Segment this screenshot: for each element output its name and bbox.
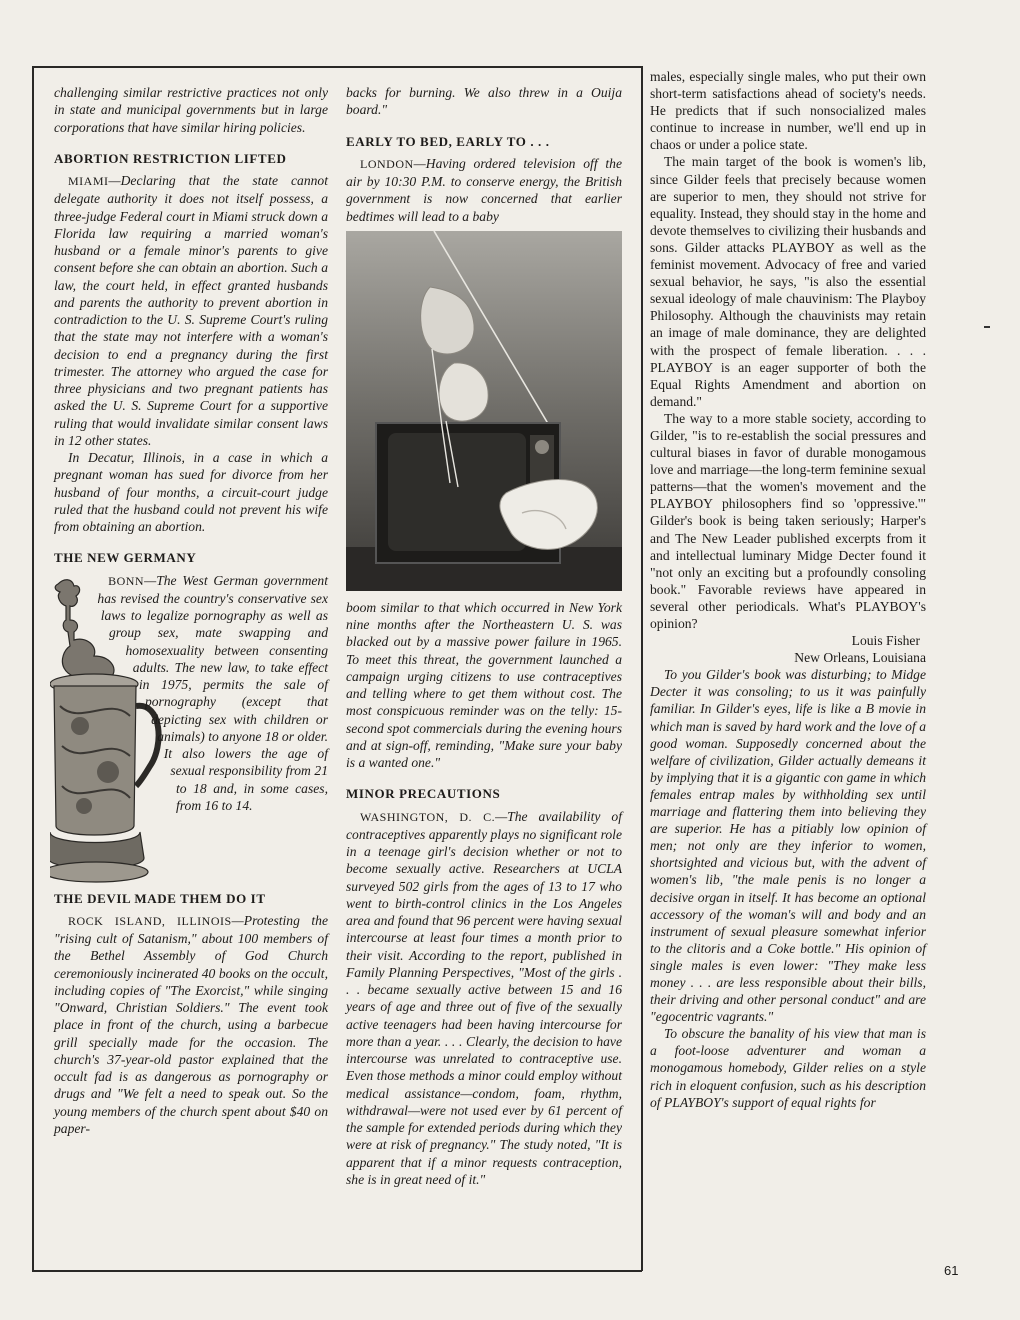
tv-lingerie-photo [346,231,622,591]
letter-paragraph-3: The way to a more stable society, according to Gilder, "is to re-establish the social pressures and cultural biases in favor of durable monogamous love and marriage—the long-term feminine sexual patterns—that the women's movement and the PLAYBOY philosophers find so 'oppressive.'" Gilder's book is being taken seriously; Harper's and The New Leader published excerpts from it and intellectual luminary Midge Decter found it "not only an exciting but a profoundly consoling book." Favorable reviews have appeared in several other periodicals. What's PLAYBOY's opinion? [650,410,926,631]
devil-body: —Protesting the "rising cult of Satanism," about 100 members of the Bethel Assembly of God Church ceremoniously incinerated 40 books on the occult, including copies of "The Exorcist," while singing "Onward, Christian Soldiers." The event took place in front of the church, using a barbecue grill specially made for the occasion. The church's 37-year-old pastor explained that the occult fad is as dangerous as pornography or drugs and "We felt a need to speak out. So the young members of the church spent about $40 on paper- [54,912,328,1136]
box-rule-bottom [32,1270,642,1272]
box-rule-top [32,66,642,68]
germany-dateline: BONN [108,573,145,588]
devil-dateline: ROCK ISLAND, ILLINOIS [68,913,232,928]
page-number: 61 [944,1263,959,1278]
bed-paragraph [346,155,622,225]
margin-mark [984,326,990,328]
photo-illustration [346,231,622,591]
minor-body: —The availability of contraceptives apparently plays no significant role in a teenage girl's decision whether or not to become sexually active. Researchers at UCLA surveyed 502 girls from the ages of 13 to 17 who went to birth-control clinics in the Los Angeles area and found that 96 percent were having sexual intercourse at least four times a month prior to their visit. According to the report, published in Family Planning Perspectives, "Most of the girls . . . became sexually active between 15 and 16 years of age and three out of five of the sexually active teenagers had been having intercourse for more than a year. . . . Clearly, the decision to have intercourse was unrelated to contraceptive use. Even those methods a minor could employ without medical assistance—condom, foam, rhythm, withdrawal—were not used ever by 61 percent of the sample for extended periods during which they were at risk of pregnancy." The study noted, "It is apparent that if a minor requests contraception, she is in great need of it." [346,808,622,1187]
bed-paragraph-continued: boom similar to that which occurred in New York nine months after the Northeastern U. S. was blacked out by a massive power failure in 1965. To meet this threat, the government launched a campaign urging citizens to use contraceptives and telling where to get them without cost. The most conspicuous reminder was on the telly: 15-second spot commercials during the evening hours and at sign-off, reminding, "Make sure your baby is a wanted one." [346,599,622,770]
column-1 [54,84,328,1137]
letter-signoff-place: New Orleans, Louisiana [794,650,926,666]
bed-heading: EARLY TO BED, EARLY TO . . . [346,133,550,149]
bed-dateline: LONDON [360,156,414,171]
germany-heading: THE NEW GERMANY [54,550,197,566]
devil-heading: THE DEVIL MADE THEM DO IT [54,890,266,906]
reply-paragraph-1: To you Gilder's book was disturbing; to Midge Decter it was consoling; to us it was painfully familiar. In Gilder's eyes, life is like a B movie in which man is saved by hard work and the love of a good woman. Supposedly concerned about the welfare of civilization, Gilder actually demeans it by implying that it is a gigantic con game in which females entrap males by withholding sex until marriage and flattering them into believing they are superior. He has a pitiably low opinion of men; not only are they inferior to women, shortsighted and vicious but, with the advent of women's lib, "the male penis is no longer a decisive organ in itself. It has become an optional accessory of the woman's will and body and an instrument of sexual pleasure somewhat inferior to the clitoris and a Coke bottle." His opinion of single males is even lower: "They make less money . . . are less responsible about their bills, their driving and other personal conduct" and are "egocentric vagrants." [650,667,926,1025]
box-rule-right [641,66,643,1271]
minor-dateline: WASHINGTON, D. C. [360,809,496,824]
germany-section [54,572,328,815]
devil-continued: backs for burning. We also threw in a Ouija board." [346,85,622,118]
decatur-paragraph: In Decatur, Illinois, in a case in which a pregnant woman has sued for divorce from her husband of four months, a circuit-court judge ruled that the husband could not prevent his wife from obtaining an abortion. [54,450,328,534]
reply-paragraph-2: To obscure the banality of his view that man is a foot-loose adventurer and woman a monogamous homebody, Gilder relies on a style rich in eloquent confusion, such as his description of PLAYBOY's support of equal rights for [650,1026,926,1110]
abortion-body: —Declaring that the state cannot delegate authority it does not itself possess, a three-judge Federal court in Miami struck down a Florida law requiring a married woman's husband or a female minor's parents to give consent before she can obtain an abortion. Such a law, the court held, in effect granted husbands and parents the authority to prevent abortion in contradiction to the U. S. Supreme Court's ruling that the state may not interfere with a woman's decision to end a pregnancy during the first trimester. The attorney who argued the case for three physicians and two pregnant patients has asked the U. S. Supreme Court for a supportive ruling that would invalidate similar consent laws in 12 other states. [54,173,328,448]
letter-paragraph-1: males, especially single males, who put their own short-term satisfactions ahead of society's needs. He predicts that if such nonsocialized males continue to increase in number, we'll end up in chaos or under a police state. [650,69,926,153]
bed-body: —Having ordered television off the air by 10:30 P.M. to conserve energy, the British government is now concerned that earlier bedtimes will lead to a baby [346,155,622,224]
letter-signoff-name: Louis Fisher [851,633,920,649]
abortion-dateline: MIAMI [68,174,109,188]
letter-paragraph-2: The main target of the book is women's lib, since Gilder feels that precisely because women are superior to men, they should not strive for equality. Instead, they should stay in the home and devote themselves to civilizing their husbands and sons. Gilder attacks PLAYBOY as well as the feminist movement. Advocacy of free and varied sexual behavior, he says, "is also the essential sexual ideology of male chauvinism: The Playboy Philosophy. Although the chauvinists may retain an image of male dominance, they are delighted with the prospect of female liberation. . . . PLAYBOY is an eager supporter of both the Equal Rights Amendment and abortion on demand." [650,154,926,409]
column-3 [650,68,926,1111]
box-rule-left [32,66,34,1271]
abortion-heading: ABORTION RESTRICTION LIFTED [54,150,287,166]
intro-paragraph: challenging similar restrictive practices not only in state and municipal governments but in large corporations that have similar hiring policies. [54,85,328,135]
devil-paragraph [54,912,328,1137]
germany-body: —The West German government has revised the country's conservative sex laws to legalize pornography as well as group sex, mate swapping and homosexuality between consenting adults. The new law, to take effect in 1975, permits the sale of pornography (except that depicting sex with children or animals) to anyone 18 or older. It also lowers the age of sexual responsibility from 21 to 18 and, in some cases, from 16 to 14. [97,572,328,813]
minor-heading: MINOR PRECAUTIONS [346,786,501,802]
minor-paragraph [346,808,622,1189]
abortion-paragraph [54,172,328,449]
column-2 [346,84,622,1188]
